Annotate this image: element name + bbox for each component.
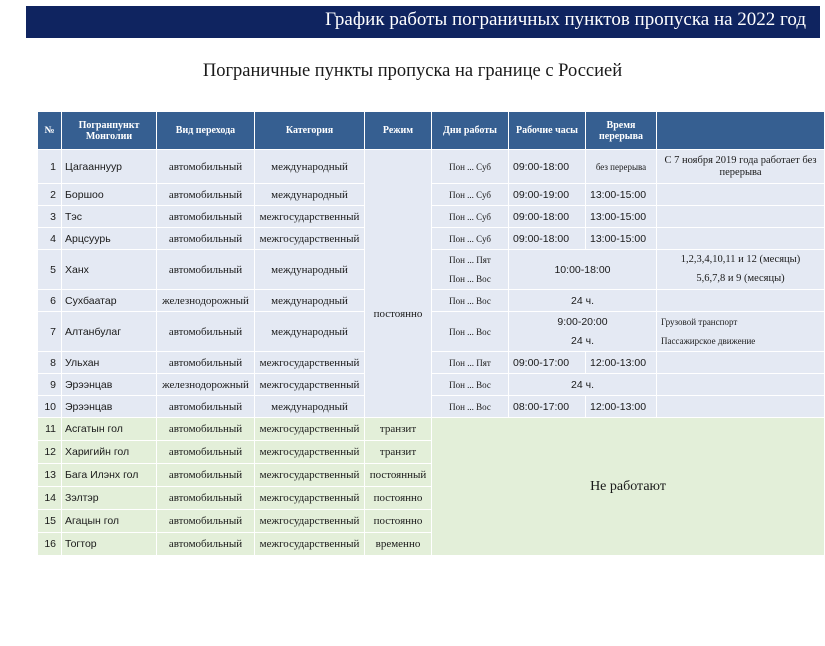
row-number: 15 bbox=[38, 510, 62, 533]
row-break: 12:00-13:00 bbox=[586, 352, 657, 374]
row-name: Ханх bbox=[62, 250, 157, 290]
table-row bbox=[38, 396, 825, 418]
row-hours: 09:00-18:00 bbox=[509, 228, 586, 250]
row-break: 13:00-15:00 bbox=[586, 206, 657, 228]
row-type: автомобильный bbox=[157, 250, 255, 290]
row-category: межгосударственный bbox=[255, 533, 365, 556]
row-type: автомобильный bbox=[157, 487, 255, 510]
row-category: межгосударственный bbox=[255, 464, 365, 487]
row-mode: временно bbox=[365, 533, 432, 556]
row-type: автомобильный bbox=[157, 228, 255, 250]
col-note bbox=[657, 112, 825, 150]
col-break: Время перерыва bbox=[586, 112, 657, 150]
table-row bbox=[38, 250, 825, 290]
row-note-alt: Пассажирское движение bbox=[661, 336, 756, 347]
row-category: международный bbox=[255, 184, 365, 206]
row-hours-split bbox=[509, 312, 657, 352]
row-hours: 08:00-17:00 bbox=[509, 396, 586, 418]
col-number: № bbox=[38, 112, 62, 150]
row-hours: 09:00-18:00 bbox=[509, 206, 586, 228]
row-note: С 7 ноября 2019 года работает без перерыва bbox=[657, 150, 825, 184]
row-category: межгосударственный bbox=[255, 441, 365, 464]
row-days-split bbox=[432, 250, 509, 290]
not-working-label: Не работают bbox=[432, 418, 825, 556]
row-hours: 09:00-19:00 bbox=[509, 184, 586, 206]
row-name: Эрээнцав bbox=[62, 374, 157, 396]
row-number: 7 bbox=[38, 312, 62, 352]
row-name: Арцсуурь bbox=[62, 228, 157, 250]
row-note-split bbox=[657, 250, 825, 290]
row-name: Цагааннуур bbox=[62, 150, 157, 184]
row-type: автомобильный bbox=[157, 184, 255, 206]
table-row bbox=[38, 184, 825, 206]
row-hours: 10:00-18:00 bbox=[509, 250, 657, 290]
row-days: Пон ... Пят bbox=[432, 352, 509, 374]
row-category: межгосударственный bbox=[255, 487, 365, 510]
row-type: железнодорожный bbox=[157, 374, 255, 396]
col-mode: Режим bbox=[365, 112, 432, 150]
table-row bbox=[38, 374, 825, 396]
row-number: 3 bbox=[38, 206, 62, 228]
row-category: межгосударственный bbox=[255, 418, 365, 441]
row-name: Бага Илэнх гол bbox=[62, 464, 157, 487]
row-type: автомобильный bbox=[157, 533, 255, 556]
row-note bbox=[657, 374, 825, 396]
row-name: Боршоо bbox=[62, 184, 157, 206]
row-number: 14 bbox=[38, 487, 62, 510]
row-type: автомобильный bbox=[157, 418, 255, 441]
row-type: автомобильный bbox=[157, 352, 255, 374]
row-category: межгосударственный bbox=[255, 206, 365, 228]
col-category: Категория bbox=[255, 112, 365, 150]
row-name: Ульхан bbox=[62, 352, 157, 374]
title-bar bbox=[26, 6, 820, 38]
table-row bbox=[38, 290, 825, 312]
row-note bbox=[657, 228, 825, 250]
table-row bbox=[38, 418, 825, 441]
row-days: Пон ... Суб bbox=[432, 150, 509, 184]
row-hours: 24 ч. bbox=[509, 290, 657, 312]
row-type: автомобильный bbox=[157, 150, 255, 184]
row-number: 12 bbox=[38, 441, 62, 464]
row-days: Пон ... Вос bbox=[432, 290, 509, 312]
row-days: Пон ... Пят bbox=[449, 254, 491, 265]
mode-shared bbox=[365, 150, 432, 418]
row-number: 10 bbox=[38, 396, 62, 418]
row-category: международный bbox=[255, 290, 365, 312]
col-days: Дни работы bbox=[432, 112, 509, 150]
row-type: автомобильный bbox=[157, 396, 255, 418]
row-category: международный bbox=[255, 396, 365, 418]
row-days: Пон ... Вос bbox=[432, 396, 509, 418]
row-category: международный bbox=[255, 312, 365, 352]
row-number: 16 bbox=[38, 533, 62, 556]
page-subtitle: Пограничные пункты пропуска на границе с Россией bbox=[202, 61, 623, 81]
row-days: Пон ... Суб bbox=[432, 184, 509, 206]
row-number: 6 bbox=[38, 290, 62, 312]
row-number: 11 bbox=[38, 418, 62, 441]
row-type: автомобильный bbox=[157, 441, 255, 464]
row-category: международный bbox=[255, 150, 365, 184]
col-type: Вид перехода bbox=[157, 112, 255, 150]
row-category: международный bbox=[255, 250, 365, 290]
row-days-alt: Пон ... Вос bbox=[449, 274, 491, 285]
schedule-table bbox=[37, 111, 825, 556]
row-note-alt: 5,6,7,8 и 9 (месяцы) bbox=[696, 273, 785, 285]
row-break: без перерыва bbox=[586, 150, 657, 184]
table-header bbox=[38, 112, 825, 150]
row-category: межгосударственный bbox=[255, 352, 365, 374]
row-category: межгосударственный bbox=[255, 228, 365, 250]
row-mode: постоянный bbox=[365, 464, 432, 487]
row-hours-alt: 24 ч. bbox=[571, 335, 594, 348]
row-hours: 24 ч. bbox=[509, 374, 657, 396]
row-break: 13:00-15:00 bbox=[586, 228, 657, 250]
table-row bbox=[38, 206, 825, 228]
row-days: Пон ... Вос bbox=[432, 374, 509, 396]
row-break: 12:00-13:00 bbox=[586, 396, 657, 418]
row-note bbox=[657, 352, 825, 374]
row-number: 2 bbox=[38, 184, 62, 206]
mode-shared-text: постоянно bbox=[373, 307, 423, 320]
row-number: 1 bbox=[38, 150, 62, 184]
row-note bbox=[657, 184, 825, 206]
row-note: 1,2,3,4,10,11 и 12 (месяцы) bbox=[680, 253, 801, 265]
row-name: Зэлтэр bbox=[62, 487, 157, 510]
row-type: автомобильный bbox=[157, 510, 255, 533]
row-type: железнодорожный bbox=[157, 290, 255, 312]
row-category: межгосударственный bbox=[255, 510, 365, 533]
row-number: 13 bbox=[38, 464, 62, 487]
row-category: межгосударственный bbox=[255, 374, 365, 396]
row-days: Пон ... Суб bbox=[432, 228, 509, 250]
col-hours: Рабочие часы bbox=[509, 112, 586, 150]
row-note bbox=[657, 206, 825, 228]
row-number: 4 bbox=[38, 228, 62, 250]
row-mode: постоянно bbox=[365, 487, 432, 510]
row-hours: 09:00-18:00 bbox=[509, 150, 586, 184]
row-note: Грузовой транспорт bbox=[661, 316, 738, 327]
row-note bbox=[657, 290, 825, 312]
row-name: Агацын гол bbox=[62, 510, 157, 533]
row-mode: транзит bbox=[365, 418, 432, 441]
row-name: Тэс bbox=[62, 206, 157, 228]
row-days: Пон ... Вос bbox=[432, 312, 509, 352]
row-name: Эрээнцав bbox=[62, 396, 157, 418]
row-number: 5 bbox=[38, 250, 62, 290]
row-name: Сухбаатар bbox=[62, 290, 157, 312]
row-mode: транзит bbox=[365, 441, 432, 464]
row-number: 8 bbox=[38, 352, 62, 374]
col-name: Погранпункт Монголии bbox=[62, 112, 157, 150]
row-note bbox=[657, 396, 825, 418]
row-type: автомобильный bbox=[157, 464, 255, 487]
row-number: 9 bbox=[38, 374, 62, 396]
row-note-split bbox=[657, 312, 825, 352]
row-hours: 9:00-20:00 bbox=[557, 315, 608, 328]
row-mode: постоянно bbox=[365, 510, 432, 533]
row-hours: 09:00-17:00 bbox=[509, 352, 586, 374]
row-name: Асгатын гол bbox=[62, 418, 157, 441]
row-break: 13:00-15:00 bbox=[586, 184, 657, 206]
row-type: автомобильный bbox=[157, 206, 255, 228]
row-name: Алтанбулаг bbox=[62, 312, 157, 352]
table-row bbox=[38, 150, 825, 184]
table-row bbox=[38, 312, 825, 352]
row-days: Пон ... Суб bbox=[432, 206, 509, 228]
row-name: Харигийн гол bbox=[62, 441, 157, 464]
row-name: Тогтор bbox=[62, 533, 157, 556]
table-row bbox=[38, 352, 825, 374]
row-type: автомобильный bbox=[157, 312, 255, 352]
table-row bbox=[38, 228, 825, 250]
page-title: График работы пограничных пунктов пропуска на 2022 год bbox=[325, 9, 806, 30]
